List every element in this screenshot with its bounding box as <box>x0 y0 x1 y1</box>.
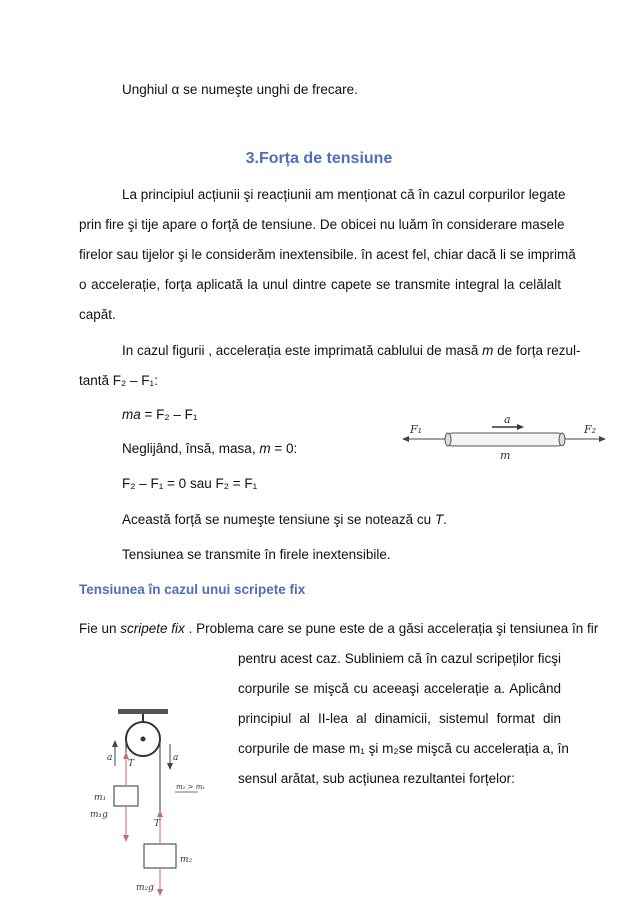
rod-label-f2: F₂ <box>584 423 597 436</box>
label-a-right: a <box>173 753 179 763</box>
tension-symbol: T <box>434 512 444 527</box>
rod-body <box>448 433 562 446</box>
rod-label-f1: F₁ <box>410 423 423 436</box>
tension-named-text: Această forță se numeşte tensiune şi se notează cu <box>122 512 435 527</box>
pulley-first-em: scripete fix <box>120 621 185 636</box>
pulley-ceiling <box>118 709 168 714</box>
pulley-line-2: corpurile se mişcă cu aceeaşi accelerație a. Aplicând <box>238 681 561 696</box>
paragraph2-mass: m <box>482 343 494 358</box>
paragraph2-line-2: tantă F₂ – F₁: <box>79 373 158 388</box>
pulley-first-line <box>79 620 599 638</box>
pulley-figure <box>80 700 235 900</box>
label-t-top: T <box>128 759 135 769</box>
pulley-line-3: principiul al II-lea al dinamicii, sistemul format din <box>238 711 561 726</box>
tension-transmit-line: Tensiunea se transmite în firele inextensibile. <box>122 547 391 562</box>
pulley-line-1: pentru acest caz. Subliniem că în cazul scripeților ficşi <box>238 651 561 666</box>
tension-named-line <box>122 511 561 529</box>
label-condition: m₂ > m₁ <box>176 783 206 791</box>
label-m2g: m₂g <box>136 883 154 893</box>
paragraph1-line-1: La principiul acțiunii şi reacțiunii am menționat că în cazul corpurilor legate <box>122 187 566 202</box>
paragraph2-text-b: de forța rezul- <box>493 343 581 358</box>
equation-1-lhs: ma <box>122 407 141 422</box>
rod-label-a: a <box>504 413 511 426</box>
label-m1: m₁ <box>94 793 107 803</box>
label-t-bottom: T <box>154 819 161 829</box>
paragraph1-line-4: o accelerație, forța aplicată la unul dintre capete se transmite integral la celălalt <box>79 277 561 292</box>
paragraph1-line-2: prin fire şi tije apare o forță de tensiune. De obicei nu luăm în considerare masele <box>79 217 565 232</box>
rod-figure <box>400 413 610 468</box>
label-m2: m₂ <box>180 855 193 865</box>
neglect-mass: m <box>259 441 271 456</box>
mass-2-block <box>144 844 176 868</box>
paragraph2-text-a: In cazul figurii , accelerația este imprimată cablului de masă <box>122 343 483 358</box>
intro-sentence: Unghiul α se numeşte unghi de frecare. <box>122 82 358 97</box>
pulley-first-b: . Problema care se pune este de a găsi accelerația şi tensiunea în fir <box>184 621 599 636</box>
mass-1-block <box>114 786 138 806</box>
paragraph1-line-3: firelor sau tijelor şi le considerăm inextensibile. în acest fel, chiar dacă li se imprimă <box>79 247 576 262</box>
tension-named-end: . <box>443 512 447 527</box>
paragraph1-line-5: capăt. <box>79 307 116 322</box>
label-a-left: a <box>107 753 113 763</box>
neglect-rest: = 0: <box>270 441 298 456</box>
equation-1-rhs: = F₂ – F₁ <box>140 407 198 422</box>
pulley-line-5: sensul arătat, sub acțiunea rezultantei forțelor: <box>238 771 515 786</box>
pulley-first-a: Fie un <box>79 621 121 636</box>
neglect-text: Neglijând, însă, masa, <box>122 441 260 456</box>
subheading-fixed-pulley: Tensiunea în cazul unui scripete fix <box>79 582 306 597</box>
pulley-line-4: corpurile de mase m₁ şi m₂se mişcă cu accelerația a, în <box>238 741 569 756</box>
equation-2: F₂ – F₁ = 0 sau F₂ = F₁ <box>122 476 258 491</box>
rod-label-m: m <box>500 449 511 462</box>
paragraph2-line-1 <box>122 342 581 360</box>
label-m1g: m₁g <box>90 810 108 820</box>
section-heading: 3.Forța de tensiune <box>245 150 393 167</box>
